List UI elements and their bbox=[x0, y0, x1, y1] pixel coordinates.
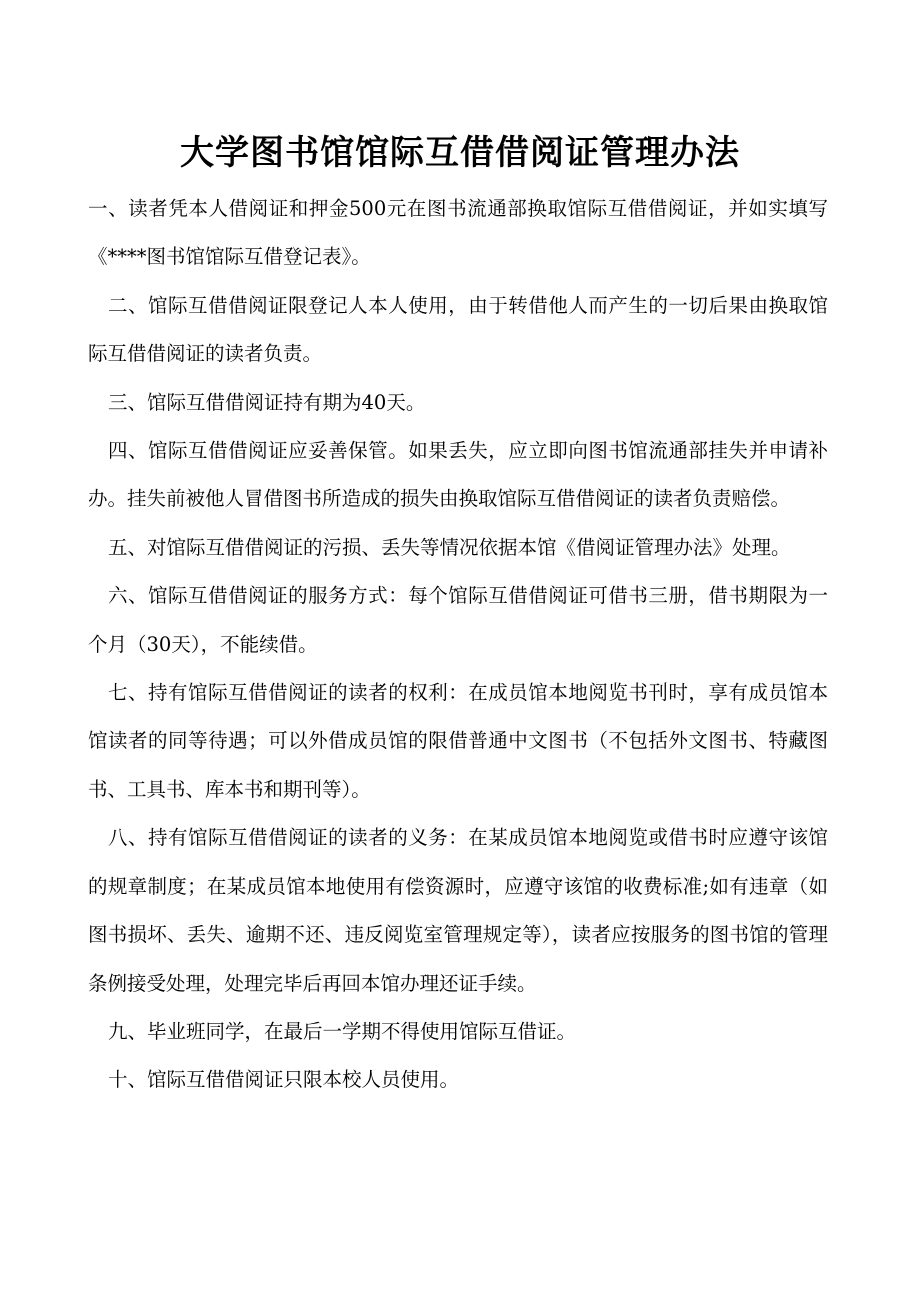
document-body bbox=[88, 185, 828, 1105]
paragraph-2: 二、馆际互借借阅证限登记人本人使用，由于转借他人而产生的一切后果由换取馆际互借借阅证的读者负责。 bbox=[88, 293, 828, 366]
document-title: 大学图书馆馆际互借借阅证管理办法 bbox=[180, 133, 740, 173]
paragraph-6: 六、馆际互借借阅证的服务方式：每个馆际互借借阅证可借书三册，借书期限为一个月（30天），不能续借。 bbox=[88, 584, 828, 656]
paragraph-9: 九、毕业班同学，在最后一学期不得使用馆际互借证。 bbox=[108, 1019, 577, 1043]
paragraph-10: 十、馆际互借借阅证只限本校人员使用。 bbox=[108, 1068, 460, 1092]
paragraph-1: 一、读者凭本人借阅证和押金500元在图书流通部换取馆际互借借阅证，并如实填写《****图书馆馆际互借登记表》。 bbox=[88, 197, 828, 269]
paragraph-4: 四、馆际互借借阅证应妥善保管。如果丢失，应立即向图书馆流通部挂失并申请补办。挂失前被他人冒借图书所造成的损失由换取馆际互借借阅证的读者负责赔偿。 bbox=[88, 439, 828, 511]
paragraph-8: 八、持有馆际互借借阅证的读者的义务：在某成员馆本地阅览或借书时应遵守该馆的规章制度；在某成员馆本地使用有偿资源时，应遵守该馆的收费标准;如有违章（如图书损坏、丢失、逾期不还、违反阅览室管理规定等），读者应按服务的图书馆的管理条例接受处理，处理完毕后再回本馆办理还证手续。 bbox=[88, 826, 828, 995]
paragraph-7: 七、持有馆际互借借阅证的读者的权利：在成员馆本地阅览书刊时，享有成员馆本馆读者的同等待遇；可以外借成员馆的限借普通中文图书（不包括外文图书、特藏图书、工具书、库本书和期刊等）。 bbox=[88, 681, 828, 801]
paragraph-3: 三、馆际互借借阅证持有期为40天。 bbox=[108, 390, 426, 414]
paragraph-5: 五、对馆际互借借阅证的污损、丢失等情况依据本馆《借阅证管理办法》处理。 bbox=[108, 535, 791, 559]
